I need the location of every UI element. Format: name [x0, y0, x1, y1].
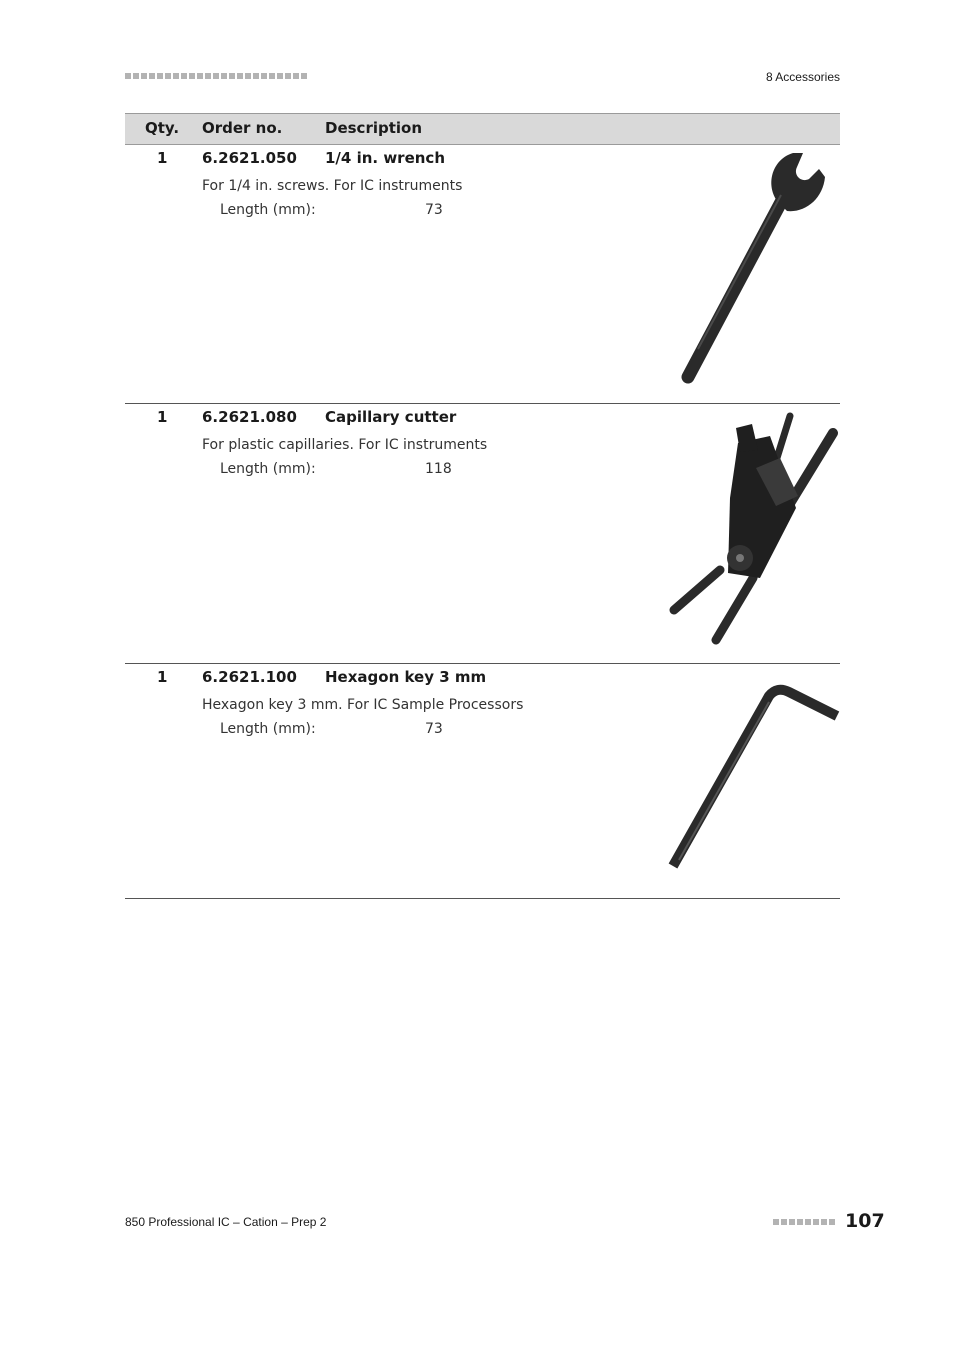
row-qty: 1: [157, 408, 168, 426]
document-title: 850 Professional IC – Cation – Prep 2: [125, 1215, 327, 1229]
row-qty: 1: [157, 149, 168, 167]
row-description: Hexagon key 3 mm. For IC Sample Processors: [202, 697, 524, 713]
table-header: [125, 113, 840, 145]
table-row: [125, 145, 840, 404]
column-header-description: Description: [325, 119, 423, 137]
column-header-order-no: Order no.: [202, 119, 283, 137]
page-number: 107: [845, 1210, 885, 1232]
row-description: For 1/4 in. screws. For IC instruments: [202, 178, 463, 194]
row-length-label: Length (mm):: [220, 461, 316, 477]
row-length-value: 73: [425, 721, 443, 737]
wrench-icon: [673, 149, 833, 389]
hexagon-key-icon: [665, 680, 841, 872]
chapter-title: 8 Accessories: [765, 70, 840, 84]
row-length-label: Length (mm):: [220, 202, 316, 218]
column-header-qty: Qty.: [145, 119, 180, 137]
row-qty: 1: [157, 668, 168, 686]
table-row: [125, 664, 840, 899]
row-length-value: 118: [425, 461, 452, 477]
capillary-cutter-icon: [668, 408, 840, 646]
footer-decoration-dots: [773, 1218, 839, 1226]
row-order-no: 6.2621.100: [202, 668, 297, 686]
row-title: Capillary cutter: [325, 408, 457, 426]
row-description: For plastic capillaries. For IC instruments: [202, 437, 488, 453]
row-order-no: 6.2621.050: [202, 149, 297, 167]
row-title: 1/4 in. wrench: [325, 149, 445, 167]
header-decoration-dots: [125, 72, 307, 80]
row-length-value: 73: [425, 202, 443, 218]
accessories-table: [125, 113, 840, 899]
table-row: [125, 404, 840, 664]
row-order-no: 6.2621.080: [202, 408, 297, 426]
row-length-label: Length (mm):: [220, 721, 316, 737]
row-title: Hexagon key 3 mm: [325, 668, 487, 686]
